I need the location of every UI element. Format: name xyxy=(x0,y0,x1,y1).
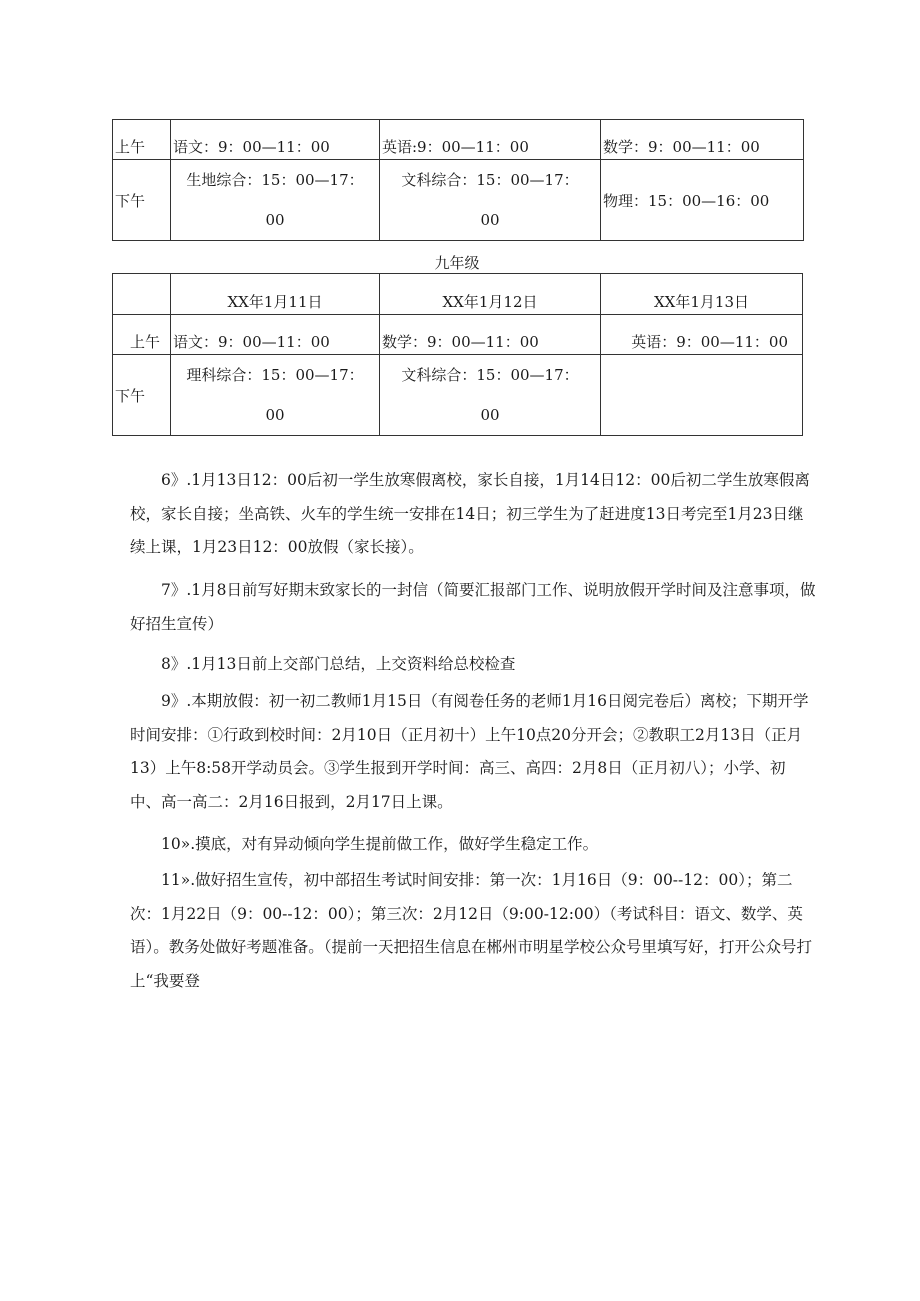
table-row xyxy=(113,315,803,355)
paragraph-10: 10».摸底，对有异动倾向学生提前做工作，做好学生稳定工作。 xyxy=(161,835,599,853)
period-cell: 上午 xyxy=(113,120,171,160)
exam-cell: 理科综合：15：00—17： 00 xyxy=(171,355,380,436)
schedule-table-1 xyxy=(112,119,804,241)
period-cell: 下午 xyxy=(113,160,171,241)
paragraph-6: 6》.1月13日12：00后初一学生放寒假离校，家长自接，1月14日12：00后初二学生放寒假离校，家长自接；坐高铁、火车的学生统一安排在14日；初三学生为了赶进度13日考完至1月23日继续上课，1月23日12：00放假（家长接）。 xyxy=(130,471,810,556)
period-cell: 下午 xyxy=(113,355,171,436)
period-cell: 上午 xyxy=(113,315,171,355)
date-header: XX年1月11日 xyxy=(171,274,380,315)
exam-cell: 英语：9：00—11：00 xyxy=(601,315,803,355)
paragraph-9: 9》.本期放假：初一初二教师1月15日（有阅卷任务的老师1月16日阅完卷后）离校；下期开学时间安排：①行政到校时间：2月10日（正月初十）上午10点20分开会；②教职工2月13日（正月13）上午8:58开学动员会。③学生报到开学时间：高三、高四：2月8日（正月初八）；小学、初中、高一高二：2月16日报到，2月17日上课。 xyxy=(130,692,809,811)
schedule-table-2 xyxy=(112,273,803,436)
table-header-row xyxy=(113,274,803,315)
table-row xyxy=(113,120,804,160)
paragraph-7: 7》.1月8日前写好期末致家长的一封信（简要汇报部门工作、说明放假开学时间及注意事项，做好招生宣传） xyxy=(130,581,816,633)
exam-cell: 物理：15：00—16：00 xyxy=(601,160,804,241)
exam-cell: 文科综合：15：00—17： 00 xyxy=(380,355,601,436)
paragraph-8: 8》.1月13日前上交部门总结，上交资料给总校检查 xyxy=(161,655,516,673)
exam-cell: 生地综合：15：00—17： 00 xyxy=(171,160,380,241)
grade-caption: 九年级 xyxy=(434,254,480,272)
header-cell xyxy=(113,274,171,315)
exam-cell: 文科综合：15：00—17： 00 xyxy=(380,160,601,241)
table-row xyxy=(113,355,803,436)
exam-cell: 数学：9：00—11：00 xyxy=(380,315,601,355)
exam-cell: 语文：9：00—11：00 xyxy=(171,315,380,355)
date-header: XX年1月12日 xyxy=(380,274,601,315)
exam-cell xyxy=(601,355,803,436)
exam-cell: 英语:9：00—11：00 xyxy=(380,120,601,160)
exam-cell: 数学：9：00—11：00 xyxy=(601,120,804,160)
exam-cell: 语文：9：00—11：00 xyxy=(171,120,380,160)
date-header: XX年1月13日 xyxy=(601,274,803,315)
table-row xyxy=(113,160,804,241)
paragraph-11: 11».做好招生宣传，初中部招生考试时间安排：第一次：1月16日（9：00--12：00）；第二次：1月22日（9：00--12：00）；第三次：2月12日（9:00-12:00）（考试科目：语文、数学、英语）。教务处做好考题准备。（提前一天把招生信息在郴州市明星学校公众号里填写好，打开公众号打上“我要登 xyxy=(130,871,813,990)
